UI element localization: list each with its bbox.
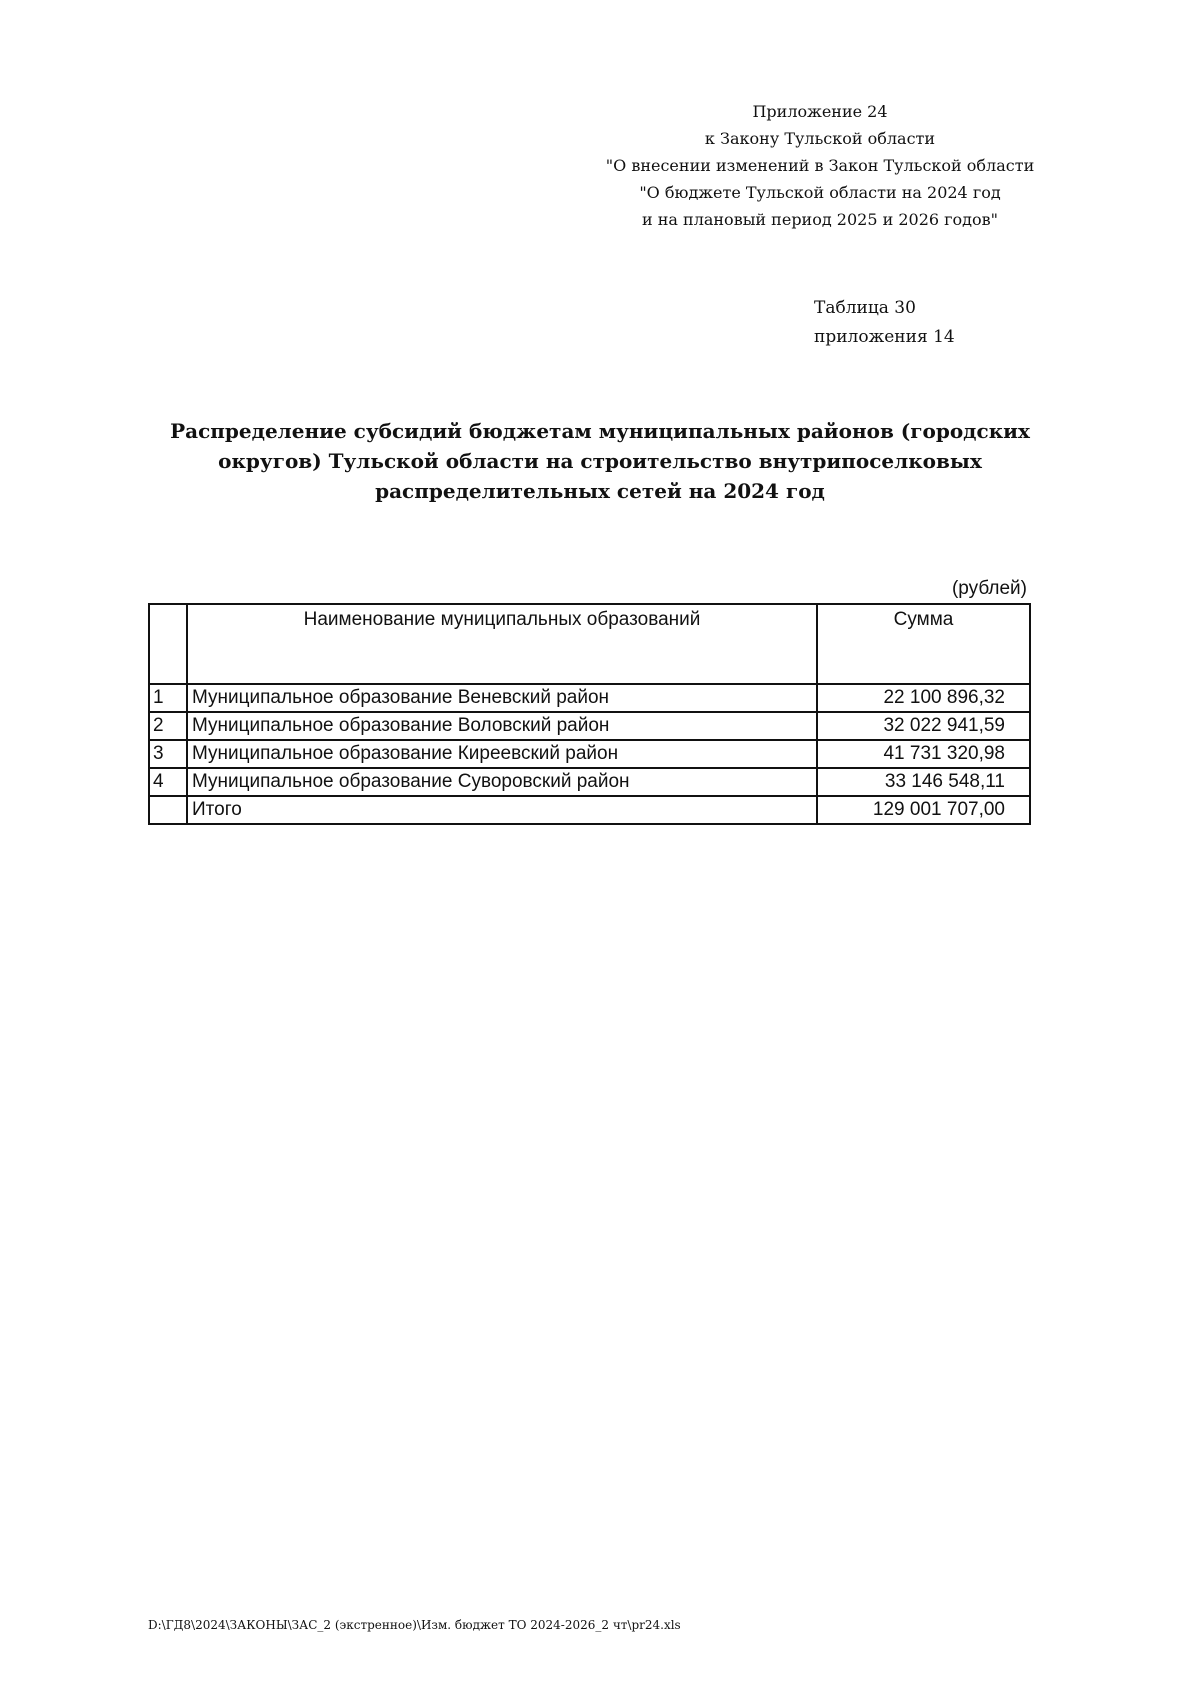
title-line-1: Распределение субсидий бюджетам муниципальных районов (городских [170, 419, 1030, 443]
title-line-2: округов) Тульской области на строительство внутрипоселковых [218, 449, 982, 473]
file-path-footer: D:\ГД8\2024\ЗАКОНЫ\ЗАС_2 (экстренное)\Изм. бюджет ТО 2024-2026_2 чт\pr24.xls [148, 1618, 681, 1632]
appendix-law-title-2: "О бюджете Тульской области на 2024 год [639, 183, 1001, 202]
total-label: Итого [187, 796, 817, 824]
col-header-number [149, 604, 187, 684]
row-number: 4 [149, 768, 187, 796]
row-number: 2 [149, 712, 187, 740]
row-sum: 41 731 320,98 [817, 740, 1030, 768]
appendix-law-title-1: "О внесении изменений в Закон Тульской области [605, 156, 1035, 175]
appendix-law-title-3: и на плановый период 2025 и 2026 годов" [641, 210, 999, 229]
units-label: (рублей) [951, 578, 1027, 599]
table-appendix: приложения 14 [814, 327, 955, 347]
appendix-law-ref: к Закону Тульской области [704, 129, 936, 148]
total-number [149, 796, 187, 824]
row-name: Муниципальное образование Киреевский район [187, 740, 817, 768]
row-name: Муниципальное образование Веневский район [187, 684, 817, 712]
appendix-header [600, 98, 1040, 233]
col-header-name: Наименование муниципальных образований [187, 604, 817, 684]
table-row [149, 684, 1030, 712]
row-name: Муниципальное образование Воловский район [187, 712, 817, 740]
row-number: 3 [149, 740, 187, 768]
title-line-3: распределительных сетей на 2024 год [375, 479, 825, 503]
table-reference [814, 294, 955, 352]
table-row [149, 740, 1030, 768]
row-sum: 22 100 896,32 [817, 684, 1030, 712]
row-name: Муниципальное образование Суворовский район [187, 768, 817, 796]
table-total-row [149, 796, 1030, 824]
document-title [150, 416, 1050, 506]
subsidy-table [148, 603, 1031, 825]
row-number: 1 [149, 684, 187, 712]
row-sum: 33 146 548,11 [817, 768, 1030, 796]
total-sum: 129 001 707,00 [817, 796, 1030, 824]
table-number: Таблица 30 [814, 298, 916, 318]
appendix-number: Приложение 24 [752, 102, 888, 121]
table-row [149, 768, 1030, 796]
table-row [149, 712, 1030, 740]
row-sum: 32 022 941,59 [817, 712, 1030, 740]
col-header-sum: Сумма [817, 604, 1030, 684]
table-header-row [149, 604, 1030, 684]
